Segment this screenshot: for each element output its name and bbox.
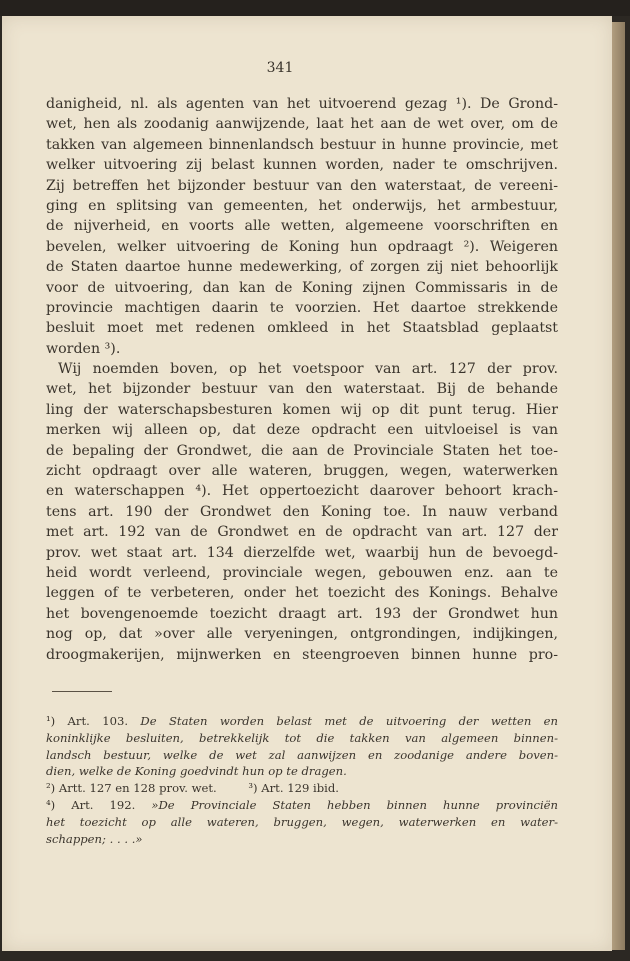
body-line: de Staten daartoe hunne medewerking, of zorgen zij niet behoorlijk bbox=[46, 259, 558, 276]
footnote-4-line bbox=[46, 797, 558, 814]
body-line: provincie machtigen daarin te voorzien. Het daartoe strekkende bbox=[46, 299, 558, 316]
body-line: tens art. 190 der Grondwet den Koning toe. In nauw verband bbox=[46, 503, 558, 520]
page-number: 341 bbox=[266, 60, 294, 76]
body-line: welker uitvoering zij belast kunnen worden, nader te omschrijven. bbox=[46, 157, 558, 174]
footnote-1-line bbox=[46, 713, 558, 730]
footnote-4-continuation: schappen; . . . .» bbox=[46, 831, 143, 846]
body-line: ling der waterschapsbesturen komen wij op dit punt terug. Hier bbox=[46, 401, 558, 418]
body-line: leggen of te verbeteren, onder het toezicht des Konings. Behalve bbox=[46, 585, 558, 602]
footnotes bbox=[46, 713, 558, 847]
body-line: bevelen, welker uitvoering de Koning hun opdraagt ²). Weigeren bbox=[46, 238, 558, 255]
footnote-4-marker: ⁴) Art. 192. bbox=[46, 797, 136, 812]
body-line: ging en splitsing van gemeenten, het onderwijs, het armbestuur, bbox=[46, 197, 558, 214]
body-line: worden ³). bbox=[46, 340, 121, 357]
body-line: de nijverheid, en voorts alle wetten, algemeene voorschriften en bbox=[46, 218, 558, 235]
body-line: wet, hen als zoodanig aanwijzende, laat het aan de wet over, om de bbox=[46, 116, 558, 133]
footnote-1-continuation: landsch bestuur, welke de wet zal aanwijzen en zoodanige andere boven- bbox=[46, 747, 558, 762]
footnote-1-continuation: koninklijke besluiten, betrekkelijk tot die takken van algemeen binnen- bbox=[46, 730, 558, 745]
body-line: en waterschappen ⁴). Het oppertoezicht daarover behoort krach- bbox=[46, 483, 558, 500]
body-line: de bepaling der Grondwet, die aan de Provinciale Staten het toe- bbox=[46, 442, 558, 459]
body-line: zicht opdraagt over alle wateren, bruggen, wegen, waterwerken bbox=[46, 463, 558, 480]
footnote-1-text: De Staten worden belast met de uitvoering der wetten en bbox=[140, 714, 558, 728]
body-text bbox=[46, 94, 558, 665]
body-line: besluit moet met redenen omkleed in het Staatsblad geplaatst bbox=[46, 320, 558, 337]
footnote-3: ³) Art. 129 ibid. bbox=[248, 781, 339, 796]
body-line: takken van algemeen binnenlandsch bestuur in hunne provincie, met bbox=[46, 136, 558, 153]
body-line: heid wordt verleend, provinciale wegen, gebouwen enz. aan te bbox=[46, 564, 558, 581]
scan-border bbox=[0, 0, 630, 16]
body-line: met art. 192 van de Grondwet en de opdracht van art. 127 der bbox=[46, 524, 558, 541]
body-line: nog op, dat »over alle veryeningen, ontgrondingen, indijkingen, bbox=[46, 626, 558, 643]
footnote-1-continuation: dien, welke de Koning goedvindt hun op te dragen. bbox=[46, 764, 347, 779]
body-line: danigheid, nl. als agenten van het uitvoerend gezag ¹). De Grond- bbox=[46, 96, 558, 112]
body-line: Zij betreffen het bijzonder bestuur van den waterstaat, de vereeni- bbox=[46, 177, 558, 194]
footnote-1-marker: ¹) Art. 103. bbox=[46, 714, 129, 728]
body-line: wet, het bijzonder bestuur van den waterstaat. Bij de behande bbox=[46, 381, 558, 398]
body-line: het bovengenoemde toezicht draagt art. 193 der Grondwet hun bbox=[46, 605, 558, 622]
footnote-2: ²) Artt. 127 en 128 prov. wet. bbox=[46, 781, 217, 796]
body-line: merken wij alleen op, dat deze opdracht een uitvloeisel is van bbox=[46, 422, 558, 439]
body-line: Wij noemden boven, op het voetspoor van art. 127 der prov. bbox=[58, 361, 558, 378]
footnote-separator bbox=[52, 691, 112, 692]
footnote-4-continuation: het toezicht op alle wateren, bruggen, wegen, waterwerken en water- bbox=[46, 814, 558, 829]
footnote-2-3-line bbox=[46, 780, 558, 797]
body-line: prov. wet staat art. 134 dierzelfde wet, waarbij hun de bevoegd- bbox=[46, 544, 558, 561]
body-line: voor de uitvoering, dan kan de Koning zijnen Commissaris in de bbox=[46, 279, 558, 296]
footnote-4-text: »De Provinciale Staten hebben binnen hunne provinciën bbox=[151, 797, 558, 812]
body-line: droogmakerijen, mijnwerken en steengroeven binnen hunne pro- bbox=[46, 646, 558, 663]
